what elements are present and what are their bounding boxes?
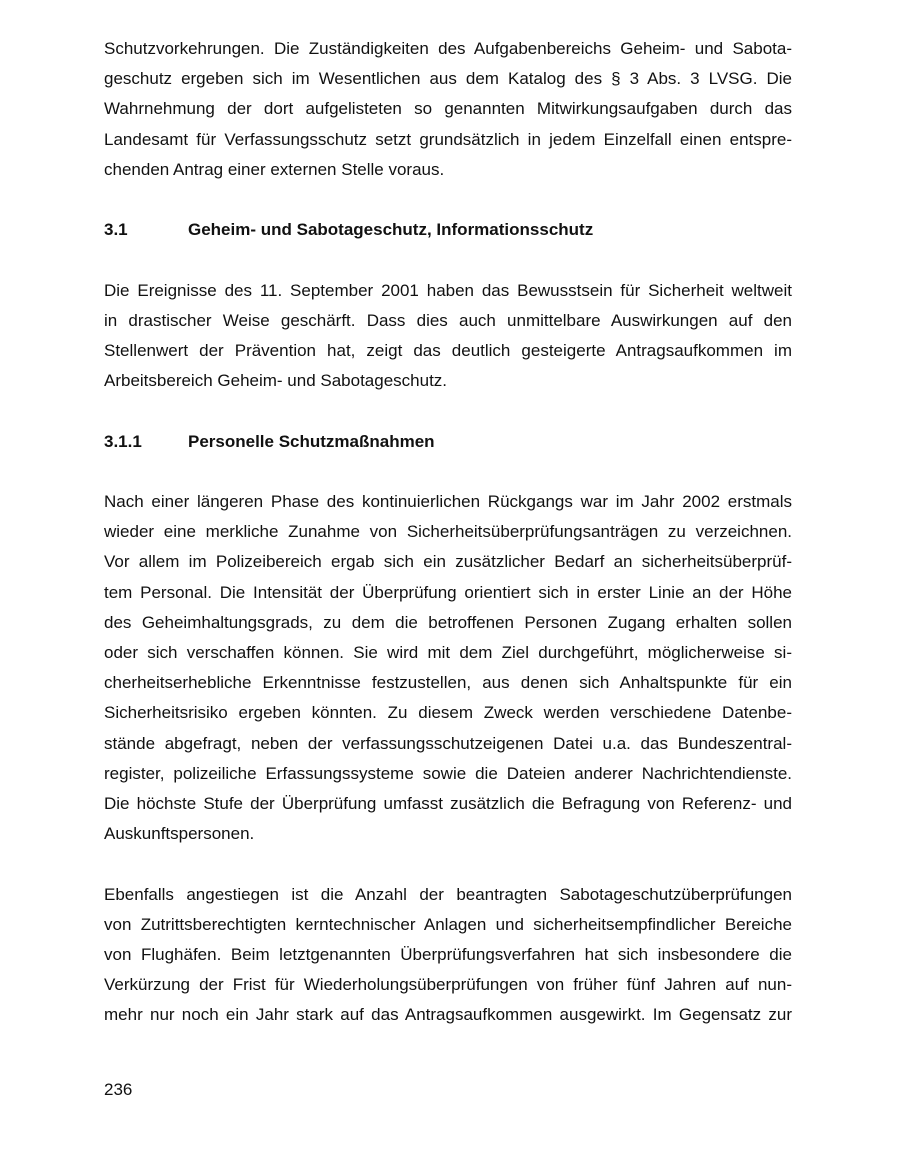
text-line: Schutzvorkehrungen. Die Zuständigkeiten des Aufgabenbereichs Geheim- und Sabota- <box>104 39 792 58</box>
text-line: register, polizeiliche Erfassungssysteme sowie die Dateien anderer Nachrichtendienste. <box>104 763 792 783</box>
text-line: Stellenwert der Prävention hat, zeigt das deutlich gesteigerte Antragsaufkommen im <box>104 341 792 360</box>
text-line: in drastischer Weise geschärft. Dass dies auch unmittelbare Auswirkungen auf den <box>104 310 792 330</box>
section-title: Geheim- und Sabotageschutz, Informationsschutz <box>188 220 594 240</box>
text-line: cherheitserhebliche Erkenntnisse festzustellen, aus denen sich Anhaltspunkte für ein <box>104 673 792 693</box>
text-line: Verkürzung der Frist für Wiederholungsüberprüfungen von früher fünf Jahren auf nun- <box>104 975 792 995</box>
text-line: Wahrnehmung der dort aufgelisteten so genannten Mitwirkungsaufgaben durch das <box>104 99 792 119</box>
section-3-1-1-paragraph-2 <box>104 880 792 1031</box>
text-line: Sicherheitsrisiko ergeben könnten. Zu diesem Zweck werden verschiedene Datenbe- <box>104 703 792 723</box>
section-3-1-1-paragraph-1 <box>104 487 792 849</box>
section-number: 3.1 <box>104 220 128 240</box>
section-title: Personelle Schutzmaßnahmen <box>188 431 435 451</box>
document-page <box>104 34 792 1031</box>
text-line: Die Ereignisse des 11. September 2001 haben das Bewusstsein für Sicherheit weltweit <box>104 280 792 300</box>
text-line: Ebenfalls angestiegen ist die Anzahl der beantragten Sabotageschutzüberprüfungen <box>104 884 792 904</box>
text-line: Nach einer längeren Phase des kontinuierlichen Rückgangs war im Jahr 2002 erstmals <box>104 491 792 511</box>
text-line: Vor allem im Polizeibereich ergab sich ein zusätzlicher Bedarf an sicherheitsüberprüf- <box>104 552 792 572</box>
text-line: oder sich verschaffen können. Sie wird mit dem Ziel durchgeführt, möglicherweise si- <box>104 643 792 662</box>
section-heading-3-1-1 <box>104 427 792 457</box>
intro-paragraph <box>104 34 792 185</box>
text-line: mehr nur noch ein Jahr stark auf das Antragsaufkommen ausgewirkt. Im Gegensatz zur <box>104 1005 792 1025</box>
text-line: Die höchste Stufe der Überprüfung umfasst zusätzlich die Befragung von Referenz- und <box>104 794 792 814</box>
text-line: chenden Antrag einer externen Stelle voraus. <box>104 159 445 179</box>
text-line: stände abgefragt, neben der verfassungsschutzeigenen Datei u.a. das Bundeszentral- <box>104 733 792 753</box>
text-line: von Zutrittsberechtigten kerntechnischer Anlagen und sicherheitsempfindlicher Bereiche <box>104 914 792 934</box>
text-line: Landesamt für Verfassungsschutz setzt grundsätzlich in jedem Einzelfall einen entspre- <box>104 129 792 149</box>
text-line: Arbeitsbereich Geheim- und Sabotageschutz. <box>104 371 448 391</box>
text-line: geschutz ergeben sich im Wesentlichen aus dem Katalog des § 3 Abs. 3 LVSG. Die <box>104 69 792 89</box>
text-line: des Geheimhaltungsgrads, zu dem die betroffenen Personen Zugang erhalten sollen <box>104 612 792 632</box>
text-line: tem Personal. Die Intensität der Überprüfung orientiert sich in erster Linie an der Höhe <box>104 582 792 602</box>
text-line: Auskunftspersonen. <box>104 824 255 844</box>
text-line: von Flughäfen. Beim letztgenannten Überprüfungsverfahren hat sich insbesondere die <box>104 945 792 965</box>
text-line: wieder eine merkliche Zunahme von Sicherheitsüberprüfungsanträgen zu verzeichnen. <box>104 522 792 542</box>
section-3-1-paragraph <box>104 276 792 397</box>
section-number: 3.1.1 <box>104 431 142 451</box>
section-heading-3-1 <box>104 215 792 245</box>
page-number: 236 <box>104 1080 133 1099</box>
